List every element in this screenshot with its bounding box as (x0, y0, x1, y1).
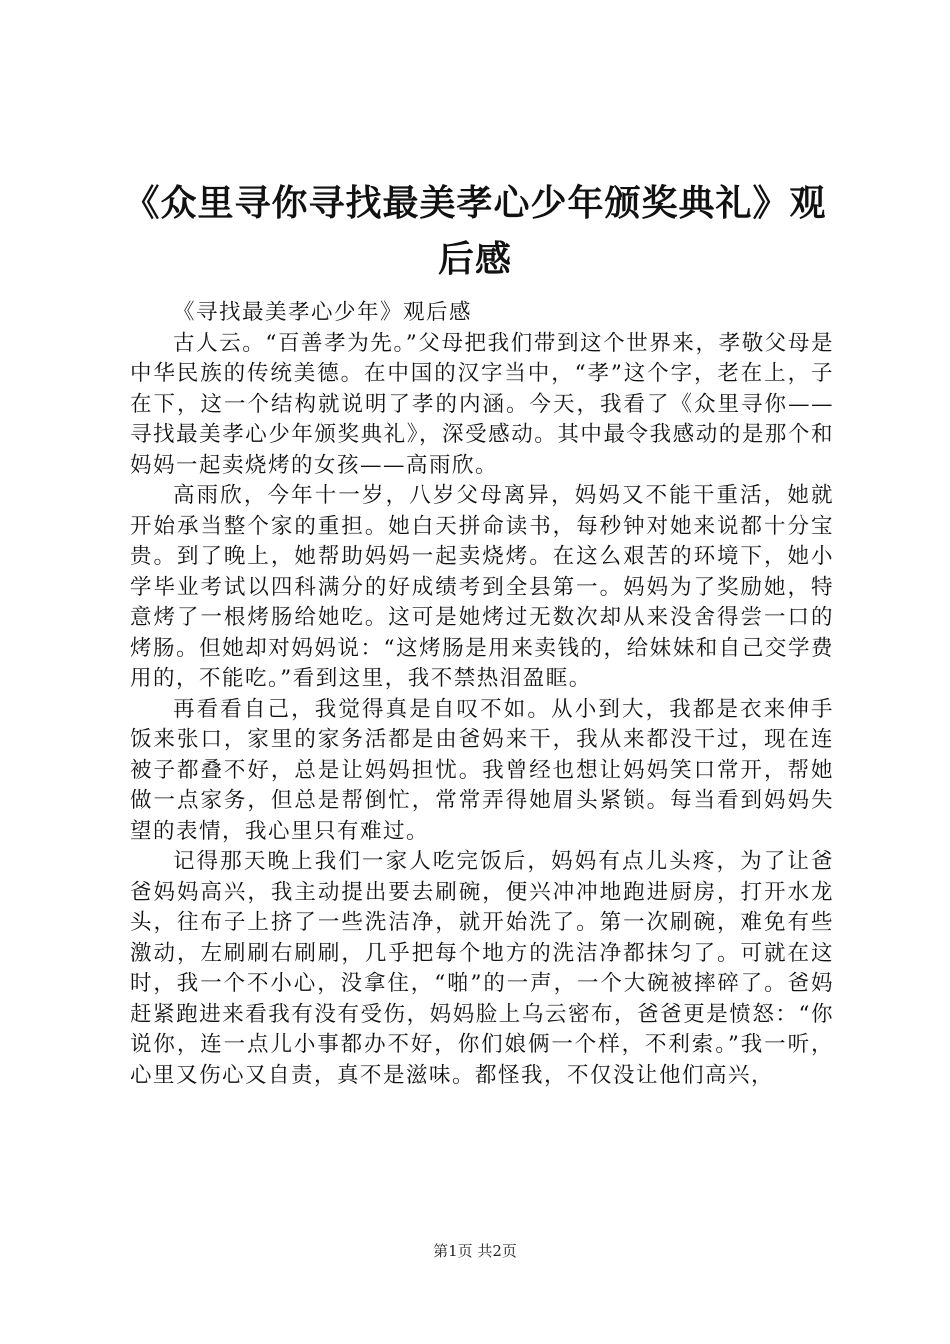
body-paragraph: 记得那天晚上我们一家人吃完饭后，妈妈有点儿头疼，为了让爸爸妈妈高兴，我主动提出要去刷碗，便兴冲冲地跑进厨房，打开水龙头，往布子上挤了一些洗洁净，就开始洗了。第一次刷碗，难免有些激动，左刷刷右刷刷，几乎把每个地方的洗洁净都抹匀了。可就在这时，我一个不小心，没拿住，“啪”的一声，一个大碗被摔碎了。爸妈赶紧跑进来看我有没有受伤，妈妈脸上乌云密布，爸爸更是愤怒：“你说你，连一点儿小事都办不好，你们娘俩一个样，不利索。”我一听，心里又伤心又自责，真不是滋味。都怪我，不仅没让他们高兴， (130, 849, 834, 1088)
body-paragraph: 再看看自己，我觉得真是自叹不如。从小到大，我都是衣来伸手饭来张口，家里的家务活都是由爸妈来干，我从来都没干过，现在连被子都叠不好，总是让妈妈担忧。我曾经也想让妈妈笑口常开，帮她做一点家务，但总是帮倒忙，常常弄得她眉头紧锁。每当看到妈妈失望的表情，我心里只有难过。 (130, 696, 834, 844)
document-body (130, 298, 834, 1091)
body-paragraph: 高雨欣，今年十一岁，八岁父母离异，妈妈又不能干重活，她就开始承当整个家的重担。她白天拼命读书，每秒钟对她来说都十分宝贵。到了晚上，她帮助妈妈一起卖烧烤。在这么艰苦的环境下，她小学毕业考试以四科满分的好成绩考到全县第一。妈妈为了奖励她，特意烤了一根烤肠给她吃。这可是她烤过无数次却从来没舍得尝一口的烤肠。但她却对妈妈说：“这烤肠是用来卖钱的，给妹妹和自己交学费用的，不能吃。”看到这里，我不禁热泪盈眶。 (130, 483, 834, 691)
document-title: 《众里寻你寻找最美孝心少年颁奖典礼》观后感 (123, 183, 827, 280)
page-number-footer: 第1页 共2页 (433, 1242, 517, 1260)
body-paragraph: 古人云。“百善孝为先。”父母把我们带到这个世界来，孝敬父母是中华民族的传统美德。在中国的汉字当中，“孝”这个字，老在上，子在下，这一个结构就说明了孝的内涵。今天，我看了《众里寻你——寻找最美孝心少年颁奖典礼》，深受感动。其中最令我感动的是那个和妈妈一起卖烧烤的女孩——高雨欣。 (130, 330, 834, 478)
subtitle-paragraph: 《寻找最美孝心少年》观后感 (173, 300, 473, 325)
